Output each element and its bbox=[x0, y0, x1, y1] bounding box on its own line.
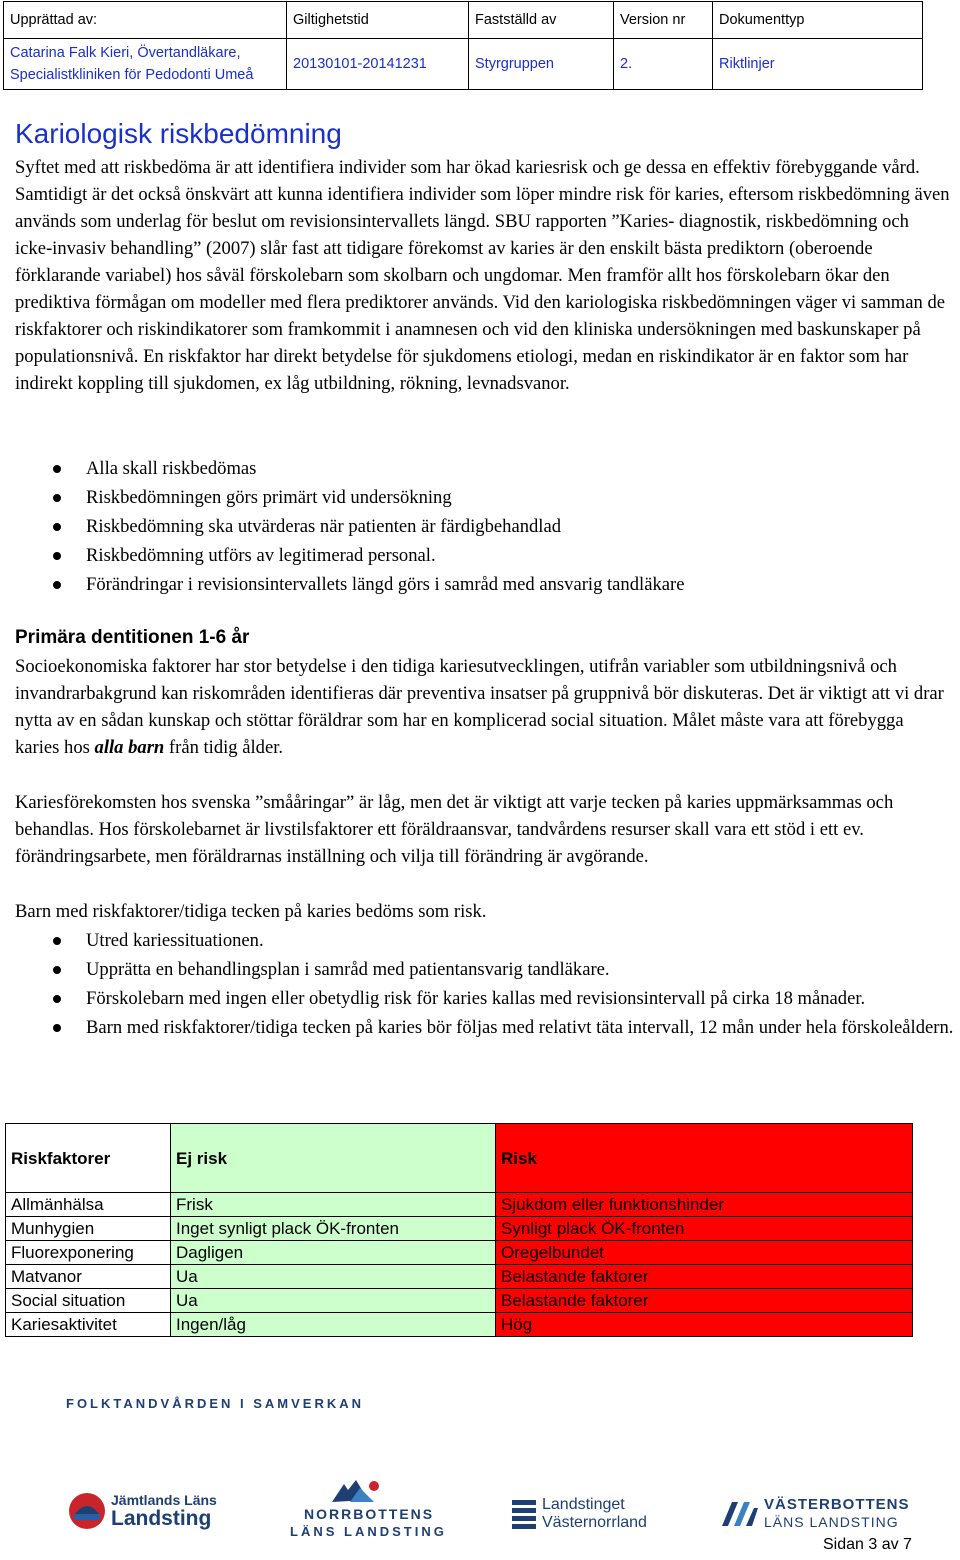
table-cell: Dagligen bbox=[171, 1241, 496, 1265]
table-cell: Hög bbox=[496, 1313, 913, 1337]
list-item: Riskbedömning ska utvärderas när patienten är färdigbehandlad bbox=[15, 513, 950, 542]
logo-line-2: LÄNS LANDSTING bbox=[764, 1514, 899, 1530]
table-cell: Belastande faktorer bbox=[496, 1289, 913, 1313]
section-paragraph-1-text: Socioekonomiska faktorer har stor betydelse i den tidiga kariesutvecklingen, utifrån variabler som utbildningsnivå och invandrarbakgrund kan riskområden identifieras där preventiva insatser på gruppnivå bör diskuteras. Det är viktigt att vi drar nytta av en sådan kunskap och stöttar föräldrar som har en komplicerad social situation. Målet måste vara att förebygga karies hos bbox=[15, 656, 944, 758]
document-header-table bbox=[3, 1, 923, 90]
page-title: Kariologisk riskbedömning bbox=[15, 118, 342, 149]
table-cell: Kariesaktivitet bbox=[6, 1313, 171, 1337]
table-row bbox=[6, 1193, 913, 1217]
header-label-validity: Giltighetstid bbox=[287, 2, 469, 39]
list-item: Förändringar i revisionsintervallets längd görs i samråd med ansvarig tandläkare bbox=[15, 571, 950, 600]
jamtland-emblem-icon bbox=[66, 1490, 108, 1532]
logo-line-1: VÄSTERBOTTENS bbox=[764, 1496, 910, 1513]
section-bullet-list bbox=[15, 927, 960, 1041]
table-header-ej-risk: Ej risk bbox=[171, 1124, 496, 1193]
list-item: Barn med riskfaktorer/tidiga tecken på karies bör följas med relativt täta intervall, 12 mån under hela förskoleåldern. bbox=[15, 1014, 960, 1041]
table-cell: Fluorexponering bbox=[6, 1241, 171, 1265]
table-cell: Ingen/låg bbox=[171, 1313, 496, 1337]
header-label-approved-by: Fastställd av bbox=[469, 2, 614, 39]
logo-line-1: NORRBOTTENS bbox=[304, 1506, 435, 1522]
header-value-version: 2. bbox=[614, 39, 713, 90]
table-header-risk: Risk bbox=[496, 1124, 913, 1193]
table-cell: Synligt plack ÖK-fronten bbox=[496, 1217, 913, 1241]
table-row bbox=[6, 1217, 913, 1241]
table-cell: Ua bbox=[171, 1289, 496, 1313]
vasterbotten-emblem-icon bbox=[722, 1498, 758, 1528]
header-label-doctype: Dokumenttyp bbox=[713, 2, 923, 39]
list-item: Riskbedömningen görs primärt vid undersökning bbox=[15, 484, 950, 513]
footer-banner: FOLKTANDVÅRDEN I SAMVERKAN bbox=[66, 1396, 365, 1411]
table-row bbox=[6, 1313, 913, 1337]
header-label-prepared-by: Upprättad av: bbox=[4, 2, 287, 39]
table-cell: Matvanor bbox=[6, 1265, 171, 1289]
table-cell: Ua bbox=[171, 1265, 496, 1289]
table-cell: Sjukdom eller funktionshinder bbox=[496, 1193, 913, 1217]
logo-line-1: Landstinget bbox=[542, 1496, 625, 1513]
logo-line-2: LÄNS LANDSTING bbox=[290, 1524, 447, 1539]
intro-bullet-list bbox=[15, 455, 950, 600]
list-item: Alla skall riskbedömas bbox=[15, 455, 950, 484]
table-cell: Munhygien bbox=[6, 1217, 171, 1241]
logo-line-2: Västernorrland bbox=[542, 1514, 647, 1531]
section-paragraph-1-end: från tidig ålder. bbox=[164, 737, 284, 758]
section-paragraph-2: Kariesförekomsten hos svenska ”smååringar” är låg, men det är viktigt att varje tecken på karies uppmärksammas och behandlas. Hos förskolebarnet är livstilsfaktorer ett föräldraansvar, tandvårdens resurser skall vara ett stöd i ett ev. förändringsarbete, men föräldrarnas inställning och vilja till förändring är avgörande. bbox=[15, 792, 894, 867]
header-label-version: Version nr bbox=[614, 2, 713, 39]
list-item: Riskbedömning utförs av legitimerad personal. bbox=[15, 542, 950, 571]
list-item: Förskolebarn med ingen eller obetydlig risk för karies kallas med revisionsintervall på cirka 18 månader. bbox=[15, 985, 960, 1012]
table-header-riskfaktorer: Riskfaktorer bbox=[6, 1124, 171, 1193]
logo-line-1: Jämtlands Läns bbox=[111, 1492, 217, 1508]
section-paragraph-3: Barn med riskfaktorer/tidiga tecken på karies bedöms som risk. bbox=[15, 901, 487, 922]
header-value-validity: 20130101-20141231 bbox=[287, 39, 469, 90]
header-value-prepared-by: Catarina Falk Kieri, Övertandläkare, Specialistkliniken för Pedodonti Umeå bbox=[4, 39, 287, 90]
emphasis-text: alla barn bbox=[94, 737, 165, 758]
risk-factor-table bbox=[5, 1123, 913, 1337]
table-cell: Belastande faktorer bbox=[496, 1265, 913, 1289]
table-cell: Allmänhälsa bbox=[6, 1193, 171, 1217]
table-cell: Inget synligt plack ÖK-fronten bbox=[171, 1217, 496, 1241]
table-cell: Frisk bbox=[171, 1193, 496, 1217]
vasternorrland-emblem-icon bbox=[512, 1498, 538, 1530]
table-cell: Social situation bbox=[6, 1289, 171, 1313]
table-row bbox=[6, 1265, 913, 1289]
header-value-doctype: Riktlinjer bbox=[713, 39, 923, 90]
page-number: Sidan 3 av 7 bbox=[823, 1536, 912, 1553]
header-value-approved-by: Styrgruppen bbox=[469, 39, 614, 90]
section-heading: Primära dentitionen 1-6 år bbox=[15, 627, 250, 648]
norrbotten-emblem-icon bbox=[330, 1478, 382, 1506]
list-item: Utred kariessituationen. bbox=[15, 927, 960, 954]
intro-paragraph: Syftet med att riskbedöma är att identifiera individer som har ökad kariesrisk och ge dessa en effektiv förebyggande vård. Samtidigt är det också önskvärt att kunna identifiera individer som löper mindre risk för karies, eftersom riskbedömning även används som underlag för beslut om revisionsintervallets längd. SBU rapporten ”Karies- diagnostik, riskbedömning och icke-invasiv behandling” (2007) slår fast att tidigare förekomst av karies är den enskilt bästa prediktorn (oberoende förklarande variabel) hos såväl förskolebarn som skolbarn och ungdomar. Men framför allt hos förskolebarn ökar den prediktiva förmågan om modeller med flera prediktorer används. Vid den kariologiska riskbedömningen väger vi samman de riskfaktorer och riskindikatorer som framkommit i anamnesen och vid den kliniska undersökningen med baskunskaper på populationsnivå. En riskfaktor har direkt betydelse för sjukdomens etiologi, medan en riskindikator är en faktor som har indirekt koppling till sjukdomen, ex låg utbildning, rökning, levnadsvanor. bbox=[15, 157, 950, 394]
logo-line-2: Landsting bbox=[111, 1507, 212, 1530]
table-cell: Oregelbundet bbox=[496, 1241, 913, 1265]
section-paragraph-1 bbox=[15, 653, 950, 761]
table-row bbox=[6, 1289, 913, 1313]
list-item: Upprätta en behandlingsplan i samråd med patientansvarig tandläkare. bbox=[15, 956, 960, 983]
table-row bbox=[6, 1241, 913, 1265]
